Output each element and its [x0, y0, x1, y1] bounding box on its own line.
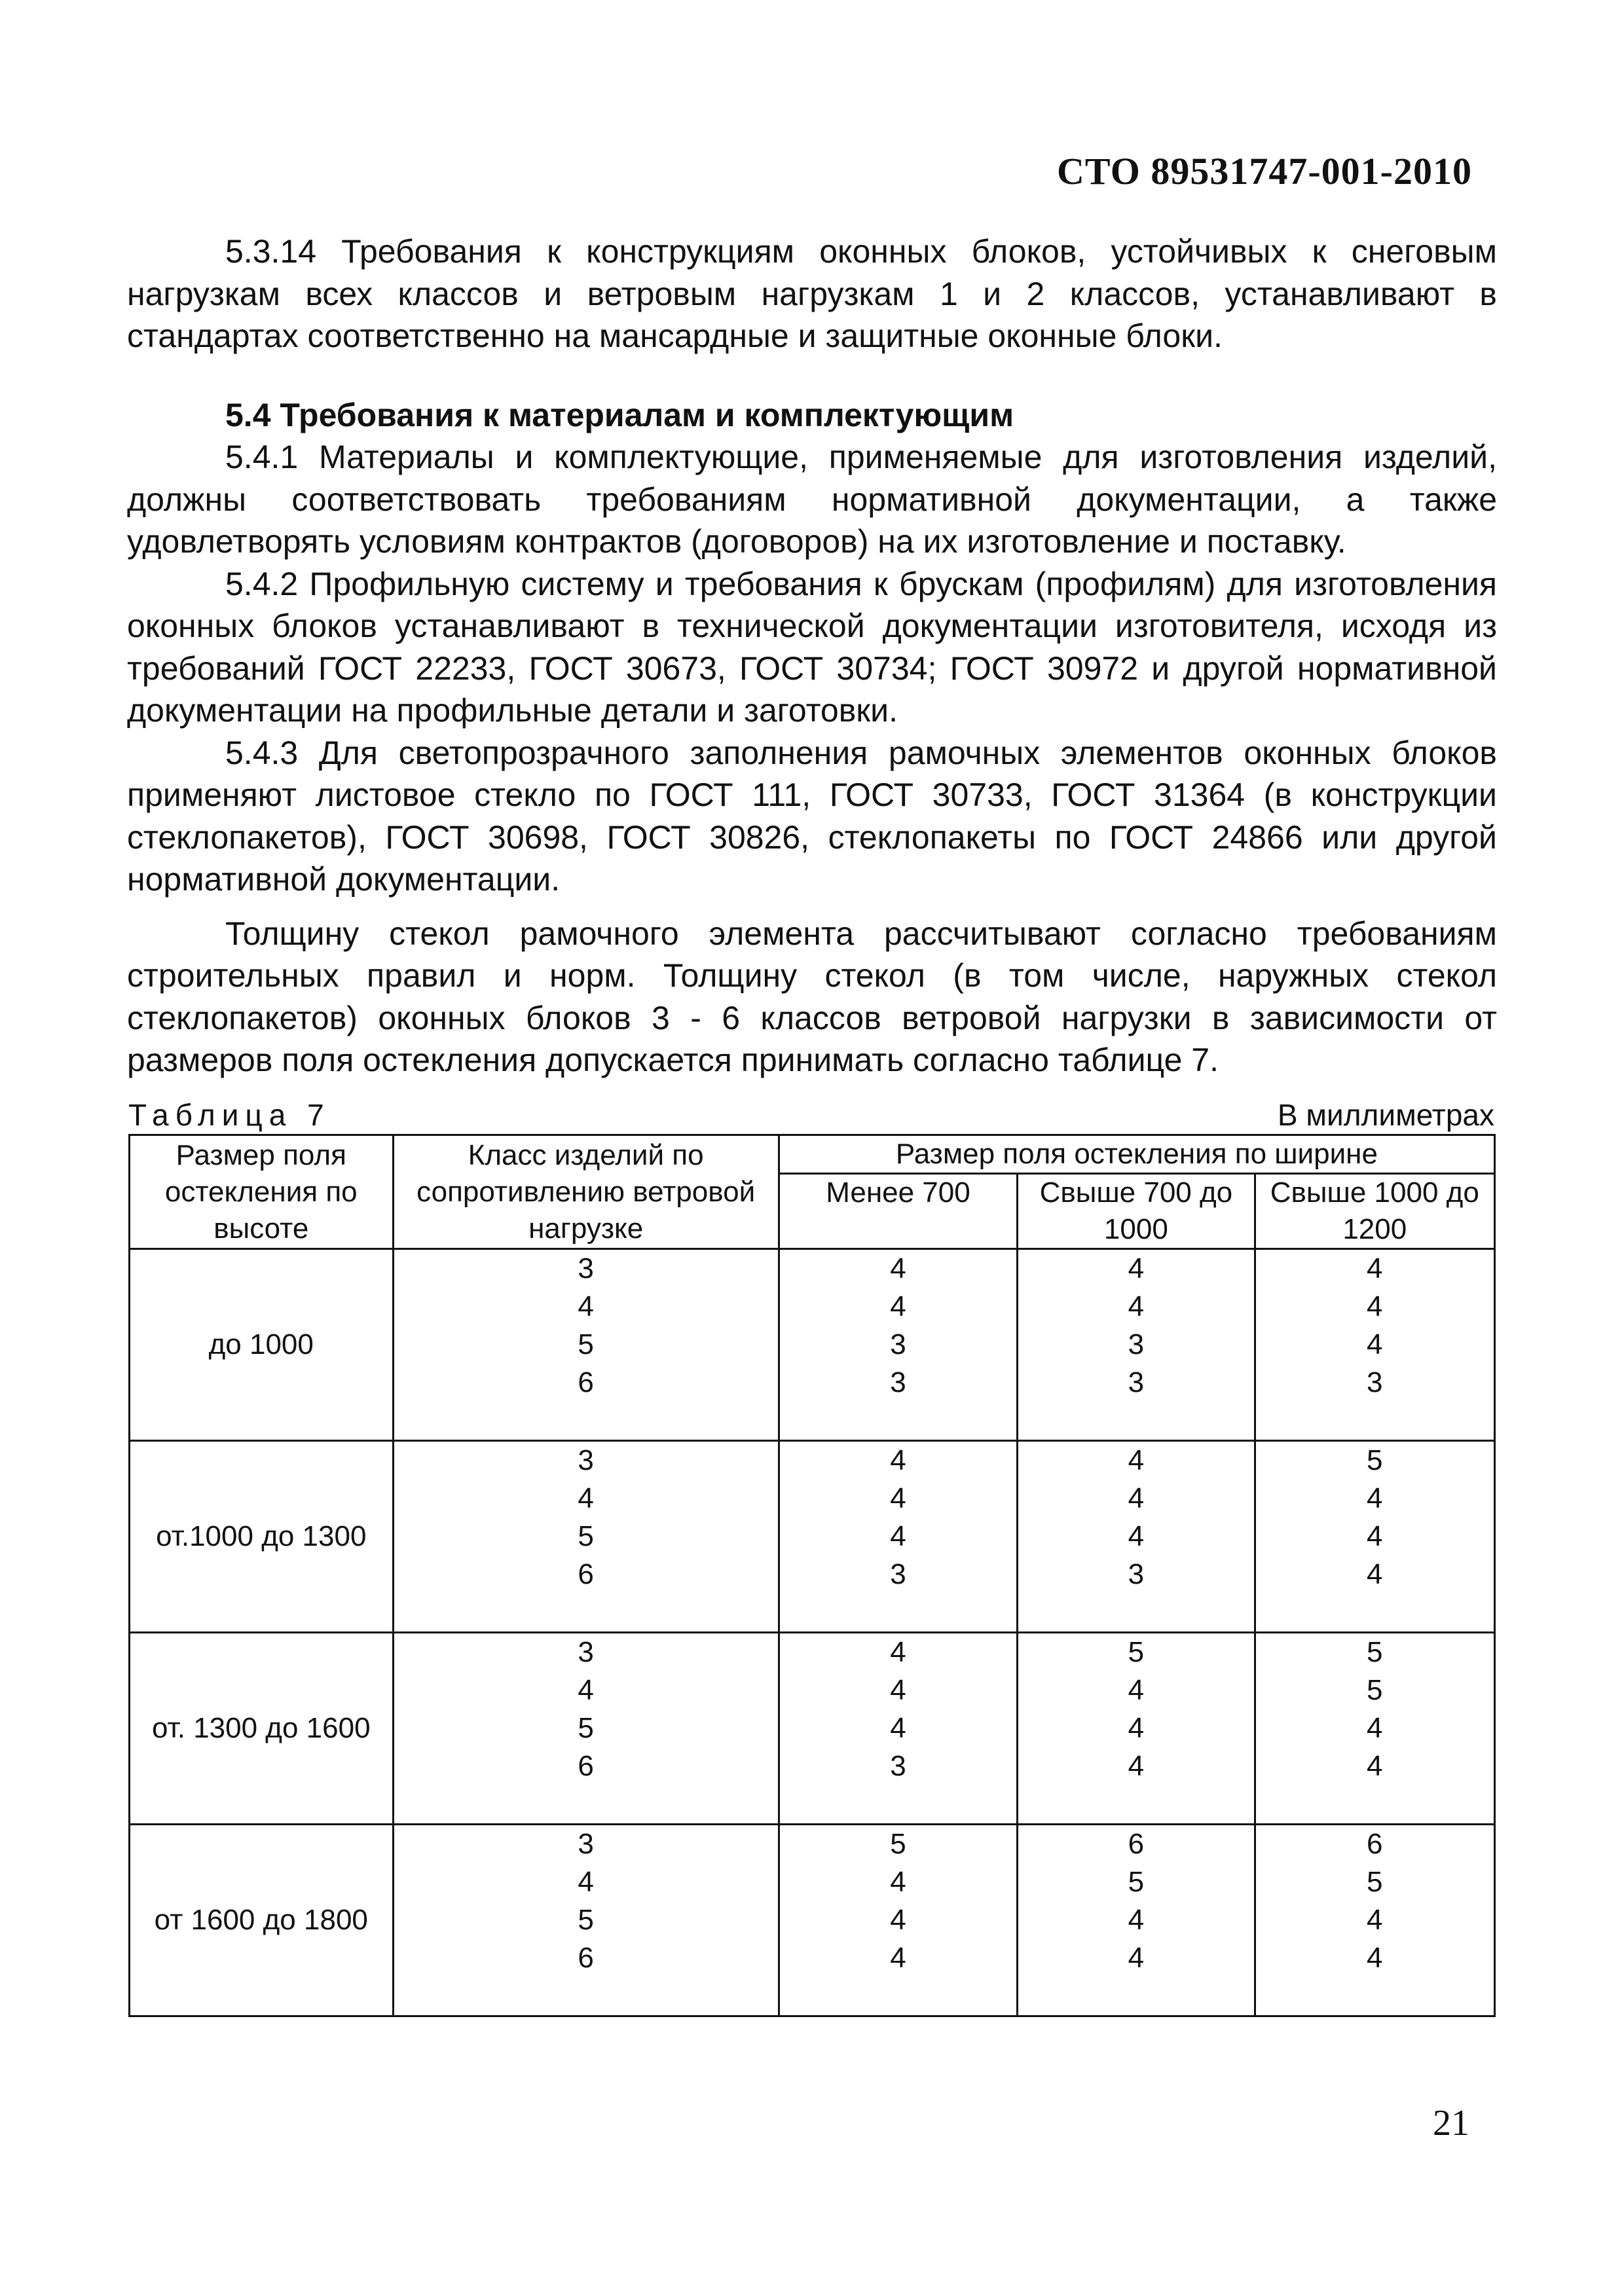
height-cell: от.1000 до 1300: [130, 1441, 394, 1633]
header-width-less-700: Менее 700: [779, 1174, 1017, 1249]
thickness-cell: 3: [779, 1556, 1017, 1594]
spacer-cell: [1255, 1785, 1494, 1825]
thickness-cell: 4: [779, 1633, 1017, 1672]
table-units: В миллиметрах: [1277, 1098, 1494, 1132]
class-cell: 3: [393, 1825, 779, 1864]
thickness-cell: 4: [1255, 1747, 1494, 1785]
height-cell: до 1000: [130, 1249, 394, 1441]
spacer-cell: [1255, 1977, 1494, 2016]
thickness-cell: 4: [1255, 1709, 1494, 1747]
section-heading-5-4: 5.4 Требования к материалам и комплектующим: [225, 396, 1014, 433]
class-cell: 4: [393, 1671, 779, 1709]
spacer-cell: [1255, 1594, 1494, 1633]
spacer-cell: [1018, 1402, 1255, 1441]
class-cell: 6: [393, 1747, 779, 1785]
paragraph-5-4-3: 5.4.3 Для светопрозрачного заполнения рамочных элементов оконных блоков применяют листовое стекло по ГОСТ 111, ГОСТ 30733, ГОСТ 31364 (в конструкции стеклопакетов), ГОСТ 30698, ГОСТ 30826, стеклопакеты по ГОСТ 24866 или другой нормативной документации.: [127, 734, 1497, 898]
spacer-cell: [393, 1785, 779, 1825]
paragraph-5-4-1: 5.4.1 Материалы и комплектующие, применяемые для изготовления изделий, должны соответствовать требованиям нормативной документации, а также удовлетворять условиям контрактов (договоров) на их изготовление и поставку.: [127, 439, 1497, 560]
thickness-cell: 4: [779, 1901, 1017, 1939]
header-class: Класс изделий по сопротивлению ветровой нагрузке: [393, 1135, 779, 1249]
table-caption-row: [128, 1097, 1494, 1133]
thickness-cell: 3: [1018, 1556, 1255, 1594]
spacer-cell: [393, 1402, 779, 1441]
spacer-cell: [1018, 1594, 1255, 1633]
thickness-cell: 3: [779, 1326, 1017, 1364]
table-row: [130, 1441, 1495, 1480]
class-cell: 5: [393, 1709, 779, 1747]
thickness-cell: 3: [1018, 1326, 1255, 1364]
spacer-cell: [1018, 1977, 1255, 2016]
paragraph-glass-thickness: Толщину стекол рамочного элемента рассчитывают согласно требованиям строительных правил и норм. Толщину стекол (в том числе, наружных стекол стеклопакетов) оконных блоков 3 - 6 классов ветровой нагрузки в зависимости от размеров поля остекления допускается принимать согласно таблице 7.: [127, 915, 1497, 1078]
glass-thickness-table: [128, 1134, 1496, 2017]
thickness-cell: 4: [1018, 1939, 1255, 1977]
height-cell: от 1600 до 1800: [130, 1825, 394, 2016]
class-cell: 6: [393, 1939, 779, 1977]
thickness-cell: 4: [1255, 1901, 1494, 1939]
paragraph-5-4-2: 5.4.2 Профильную систему и требования к брускам (профилям) для изготовления оконных блоков устанавливают в технической документации изготовителя, исходя из требований ГОСТ 22233, ГОСТ 30673, ГОСТ 30734; ГОСТ 30972 и другой нормативной документации на профильные детали и заготовки.: [127, 565, 1497, 729]
spacer-cell: [1255, 1402, 1494, 1441]
page-number: 21: [1433, 2103, 1469, 2143]
thickness-cell: 4: [1018, 1709, 1255, 1747]
thickness-cell: 4: [1018, 1288, 1255, 1326]
spacer-cell: [393, 1977, 779, 2016]
thickness-cell: 4: [1018, 1518, 1255, 1556]
thickness-cell: 6: [1018, 1825, 1255, 1864]
document-code: СТО 89531747-001-2010: [1056, 150, 1472, 192]
thickness-cell: 4: [779, 1249, 1017, 1288]
thickness-cell: 4: [1255, 1939, 1494, 1977]
thickness-cell: 5: [779, 1825, 1017, 1864]
thickness-cell: 3: [1255, 1364, 1494, 1402]
thickness-cell: 3: [1018, 1364, 1255, 1402]
class-cell: 5: [393, 1518, 779, 1556]
thickness-cell: 4: [1255, 1288, 1494, 1326]
class-cell: 6: [393, 1556, 779, 1594]
thickness-cell: 4: [1255, 1326, 1494, 1364]
thickness-cell: 4: [1255, 1249, 1494, 1288]
thickness-cell: 5: [1255, 1633, 1494, 1672]
header-width-1000-1200: Свыше 1000 до 1200: [1255, 1174, 1494, 1249]
thickness-cell: 5: [1018, 1633, 1255, 1672]
thickness-cell: 4: [779, 1863, 1017, 1901]
thickness-cell: 5: [1255, 1441, 1494, 1480]
thickness-cell: 4: [1018, 1901, 1255, 1939]
thickness-cell: 4: [1255, 1480, 1494, 1518]
header-width-700-1000: Свыше 700 до 1000: [1018, 1174, 1255, 1249]
class-cell: 4: [393, 1288, 779, 1326]
class-cell: 3: [393, 1249, 779, 1288]
class-cell: 3: [393, 1441, 779, 1480]
thickness-cell: 5: [1255, 1671, 1494, 1709]
class-cell: 6: [393, 1364, 779, 1402]
class-cell: 4: [393, 1863, 779, 1901]
thickness-cell: 4: [1018, 1441, 1255, 1480]
spacer-cell: [1018, 1785, 1255, 1825]
thickness-cell: 4: [1018, 1249, 1255, 1288]
body-text: [127, 230, 1497, 1082]
header-width-group: Размер поля остекления по ширине: [779, 1135, 1494, 1174]
thickness-cell: 4: [779, 1480, 1017, 1518]
spacer-cell: [779, 1977, 1017, 2016]
class-cell: 3: [393, 1633, 779, 1672]
thickness-cell: 3: [779, 1747, 1017, 1785]
thickness-cell: 3: [779, 1364, 1017, 1402]
spacer-cell: [779, 1594, 1017, 1633]
thickness-cell: 4: [1018, 1747, 1255, 1785]
class-cell: 5: [393, 1326, 779, 1364]
thickness-cell: 4: [1018, 1671, 1255, 1709]
header-height: Размер поля остекления по высоте: [130, 1135, 394, 1249]
table-row: [130, 1633, 1495, 1672]
spacer-cell: [393, 1594, 779, 1633]
thickness-cell: 4: [779, 1671, 1017, 1709]
height-cell: от. 1300 до 1600: [130, 1633, 394, 1825]
thickness-cell: 4: [1018, 1480, 1255, 1518]
thickness-cell: 5: [1018, 1863, 1255, 1901]
table-row: [130, 1825, 1495, 1864]
thickness-cell: 4: [779, 1288, 1017, 1326]
table-caption: Таблица 7: [128, 1098, 331, 1132]
thickness-cell: 4: [779, 1441, 1017, 1480]
thickness-cell: 4: [1255, 1518, 1494, 1556]
thickness-cell: 5: [1255, 1863, 1494, 1901]
class-cell: 5: [393, 1901, 779, 1939]
thickness-cell: 4: [779, 1709, 1017, 1747]
table-row: [130, 1249, 1495, 1288]
thickness-cell: 6: [1255, 1825, 1494, 1864]
class-cell: 4: [393, 1480, 779, 1518]
spacer-cell: [779, 1785, 1017, 1825]
thickness-cell: 4: [779, 1518, 1017, 1556]
paragraph-5-3-14: 5.3.14 Требования к конструкциям оконных блоков, устойчивых к снеговым нагрузкам всех классов и ветровым нагрузкам 1 и 2 классов, устанавливают в стандартах соответственно на мансардные и защитные оконные блоки.: [127, 233, 1497, 354]
thickness-cell: 4: [1255, 1556, 1494, 1594]
spacer-cell: [779, 1402, 1017, 1441]
thickness-cell: 4: [779, 1939, 1017, 1977]
